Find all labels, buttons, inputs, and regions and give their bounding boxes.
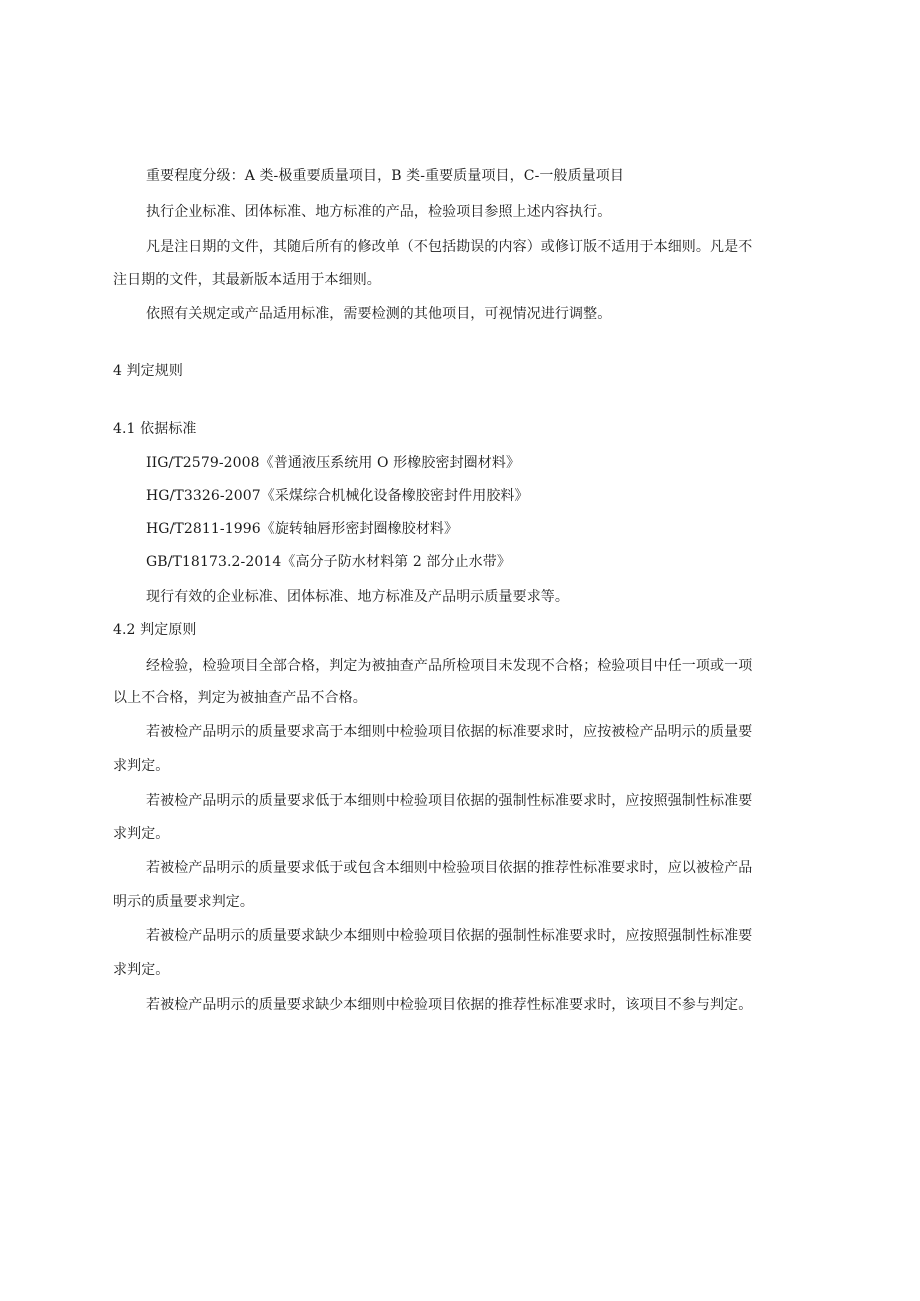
standard-item: HG/T3326-2007《采煤综合机械化设备橡胶密封件用胶料》: [146, 488, 529, 504]
grading-text: 重要程度分级：A 类-极重要质量项目，B 类-重要质量项目，C-一般质量项目: [146, 168, 624, 184]
principle-5-line1: 若被检产品明示的质量要求缺少本细则中检验项目依据的强制性标准要求时，应按照强制性标准要: [146, 928, 753, 944]
principle-2-line1: 若被检产品明示的质量要求高于本细则中检验项目依据的标准要求时，应按被检产品明示的质量要: [146, 724, 753, 740]
section-4-1-heading: 4.1 依据标准: [113, 421, 197, 437]
principle-4-line2: 明示的质量要求判定。: [113, 894, 254, 910]
principle-6: 若被检产品明示的质量要求缺少本细则中检验项目依据的推荐性标准要求时，该项目不参与判定。: [146, 997, 753, 1013]
principle-2-line2: 求判定。: [113, 758, 170, 774]
principle-4-line1: 若被检产品明示的质量要求低于或包含本细则中检验项目依据的推荐性标准要求时，应以被检产品: [146, 860, 753, 876]
standard-item: IIG/T2579-2008《普通液压系统用 O 形橡胶密封圈材料》: [146, 455, 521, 471]
standard-item: HG/T2811-1996《旋转轴唇形密封圈橡胶材料》: [146, 521, 459, 537]
dated-docs-text-line2: 注日期的文件，其最新版本适用于本细则。: [113, 272, 381, 288]
section-4-heading: 4 判定规则: [113, 363, 183, 379]
other-items-text: 依照有关规定或产品适用标准，需要检测的其他项目，可视情况进行调整。: [146, 306, 612, 322]
principle-3-line2: 求判定。: [113, 826, 170, 842]
principle-1-line1: 经检验，检验项目全部合格，判定为被抽查产品所检项目未发现不合格；检验项目中任一项或一项: [146, 658, 753, 674]
standard-item: GB/T18173.2-2014《高分子防水材料第 2 部分止水带》: [146, 554, 511, 570]
principle-3-line1: 若被检产品明示的质量要求低于本细则中检验项目依据的强制性标准要求时，应按照强制性标准要: [146, 793, 753, 809]
section-4-2-heading: 4.2 判定原则: [113, 622, 197, 638]
principle-1-line2: 以上不合格，判定为被抽查产品不合格。: [113, 690, 367, 706]
enterprise-standard-text: 执行企业标准、团体标准、地方标准的产品，检验项目参照上述内容执行。: [146, 204, 612, 220]
dated-docs-text-line1: 凡是注日期的文件，其随后所有的修改单（不包括勘误的内容）或修订版不适用于本细则。凡是不: [146, 239, 753, 255]
standard-item: 现行有效的企业标准、团体标准、地方标准及产品明示质量要求等。: [146, 589, 569, 605]
principle-5-line2: 求判定。: [113, 962, 170, 978]
